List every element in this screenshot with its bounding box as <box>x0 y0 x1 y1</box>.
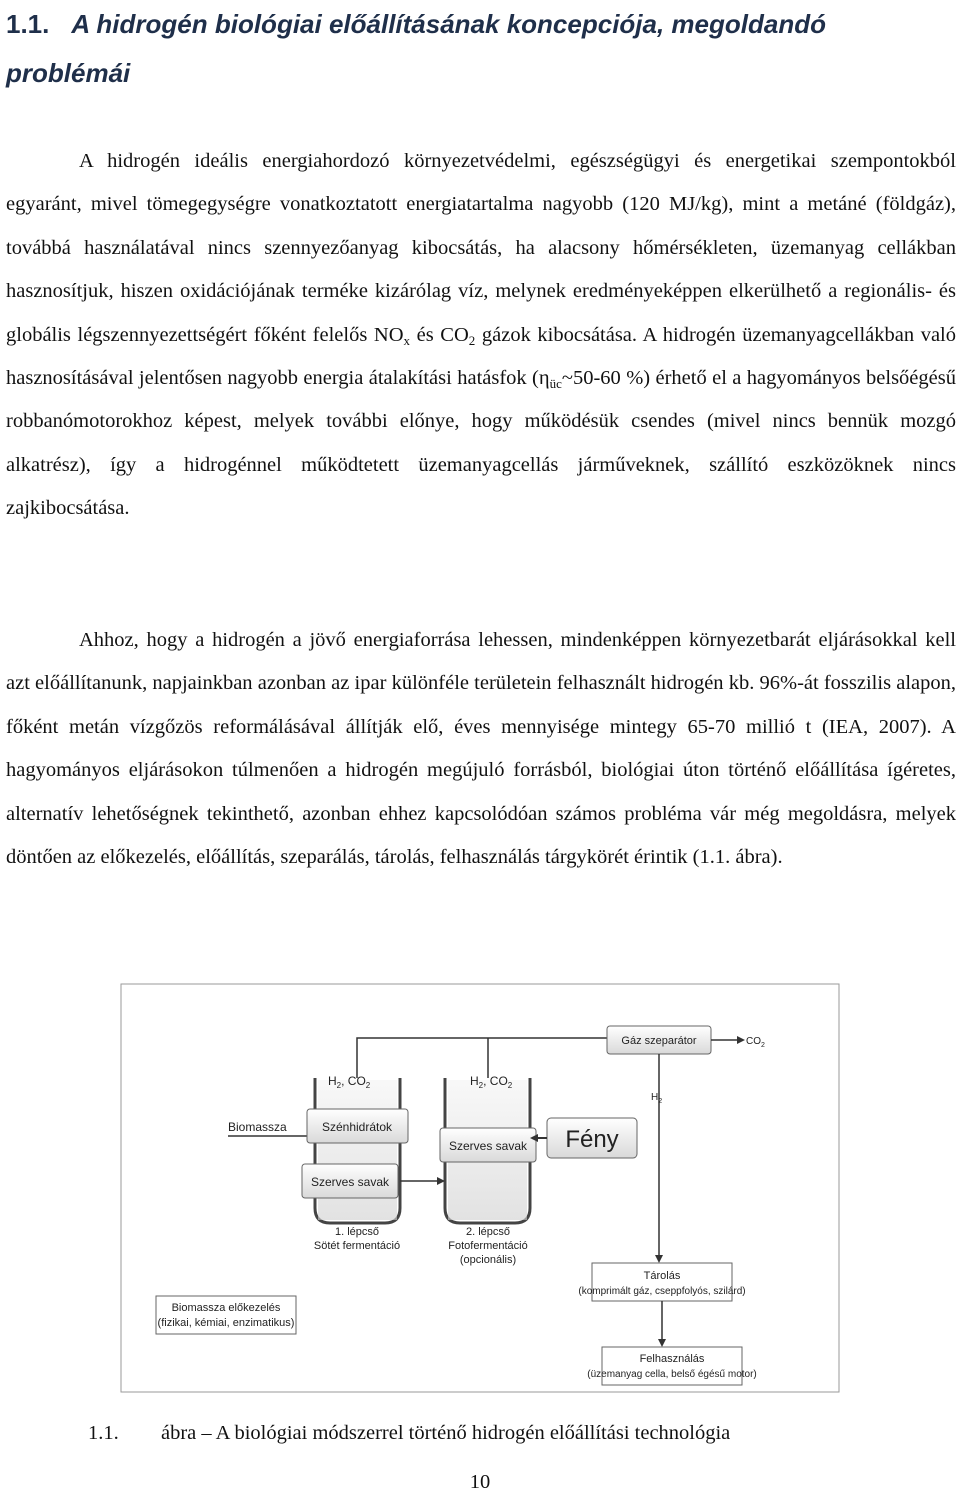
pretreatment-title: Biomassza előkezelés <box>171 1302 281 1314</box>
usage-detail: (üzemanyag cella, belső égésű motor) <box>587 1369 757 1380</box>
paragraph-2 <box>6 619 956 879</box>
subscript-uc: üc <box>549 376 562 392</box>
paragraph-2-text: Ahhoz, hogy a hidrogén a jövő energiaforrása lehessen, mindenképpen környezetbarát eljárásokkal kell azt előállítanunk, napjainkban azonban az ipar különféle területein felhasznált hidrogén kb. 96%-át fosszilis alapon, főként metán vízgőzös reformálásával állítják elő, éves mennyisége mintegy 65-70 millió t (IEA, 2007). A hagyományos eljárásokon túlmenően a hidrogén megújuló forrásból, biológiai úton történő előállítása ígéretes, alternatív lehetőségnek tekinthető, azonban ehhez kapcsolódóan számos probléma vár még megoldásra, melyek döntően az előkezelés, előállítás, szeparálás, tárolás, felhasználás tárgykörét érintik (1.1. ábra). <box>6 629 956 869</box>
storage-title: Tárolás <box>643 1270 681 1282</box>
storage-detail: (komprimált gáz, cseppfolyós, szilárd) <box>578 1286 746 1297</box>
paragraph-1-part-2: és CO <box>410 323 469 346</box>
subscript-2: 2 <box>468 332 476 348</box>
gas-separator-label: Gáz szeparátor <box>621 1035 697 1047</box>
paragraph-1-part-4: ~50-60 %) érhető el a hagyományos belsőégésű robbanómotorokhoz képest, melyek további előnye, hogy működésük csendes (mivel nincs bennük mozgó alkatrész), így a hidrogénnel működtetett üzemanyagcellás járműveknek, szállító eszközöknek nincs zajkibocsátása. <box>6 367 956 520</box>
paragraph-1 <box>6 140 956 531</box>
caption-text: ábra – A biológiai módszerrel történő hidrogén előállítási technológia <box>161 1422 731 1444</box>
paragraph-1-part-3: gázok kibocsátása. A hidrogén üzemanyagcellákban való hasznosításával jelentősen nagyobb energia átalakítási hatásfok (η <box>6 323 956 390</box>
h2-out-label: $H_2$ <box>651 1092 663 1105</box>
carbohydrates-label: Szénhidrátok <box>321 1120 393 1134</box>
step-1-subtitle: Sötét fermentáció <box>313 1240 401 1252</box>
usage-title: Felhasználás <box>639 1353 705 1365</box>
pretreatment-detail: (fizikai, kémiai, enzimatikus) <box>157 1317 295 1329</box>
hydrogen-process-diagram <box>120 983 840 1393</box>
biomass-label: Biomassza <box>228 1120 287 1134</box>
step-2-title: 2. lépcső <box>465 1226 511 1238</box>
figure-caption <box>88 1416 730 1450</box>
light-label: Fény <box>565 1126 619 1153</box>
step-2-optional: (opcionális) <box>459 1254 517 1266</box>
organic-acids-label-2: Szerves savak <box>448 1139 528 1153</box>
organic-acids-label-1: Szerves savak <box>310 1175 390 1189</box>
gas-label-reactor-2: $H_2$, $CO_2$ <box>470 1074 513 1090</box>
subscript-x: x <box>403 332 411 348</box>
reactor-1-body <box>318 1080 397 1220</box>
co2-out-label: $CO_2$ <box>746 1036 765 1049</box>
step-2-subtitle: Fotofermentáció <box>448 1240 528 1252</box>
section-heading <box>6 0 956 98</box>
paragraph-1-part-1: A hidrogén ideális energiahordozó környezetvédelmi, egészségügyi és energetikai szempontokból egyaránt, mivel tömegegységre vonatkoztatott energiatartalma nagyobb (120 MJ/kg), mint a metáné (földgáz), továbbá használatával nincs szennyezőanyag kibocsátás, ha alacsony hőmérsékleten, üzemanyag cellákban hasznosítjuk, hiszen oxidációjának terméke kizárólag víz, melynek eredményeképpen elkerülhető a regionális- és globális légszennyezettségért főként felelős NO <box>6 150 956 346</box>
section-title: A hidrogén biológiai előállításának koncepciója, megoldandó problémái <box>6 9 826 88</box>
section-number: 1.1. <box>6 9 50 39</box>
gas-label-reactor-1: $H_2$, $CO_2$ <box>328 1074 371 1090</box>
step-1-title: 1. lépcső <box>334 1226 380 1238</box>
caption-number: 1.1. <box>88 1422 119 1444</box>
page-number: 10 <box>469 1471 491 1493</box>
